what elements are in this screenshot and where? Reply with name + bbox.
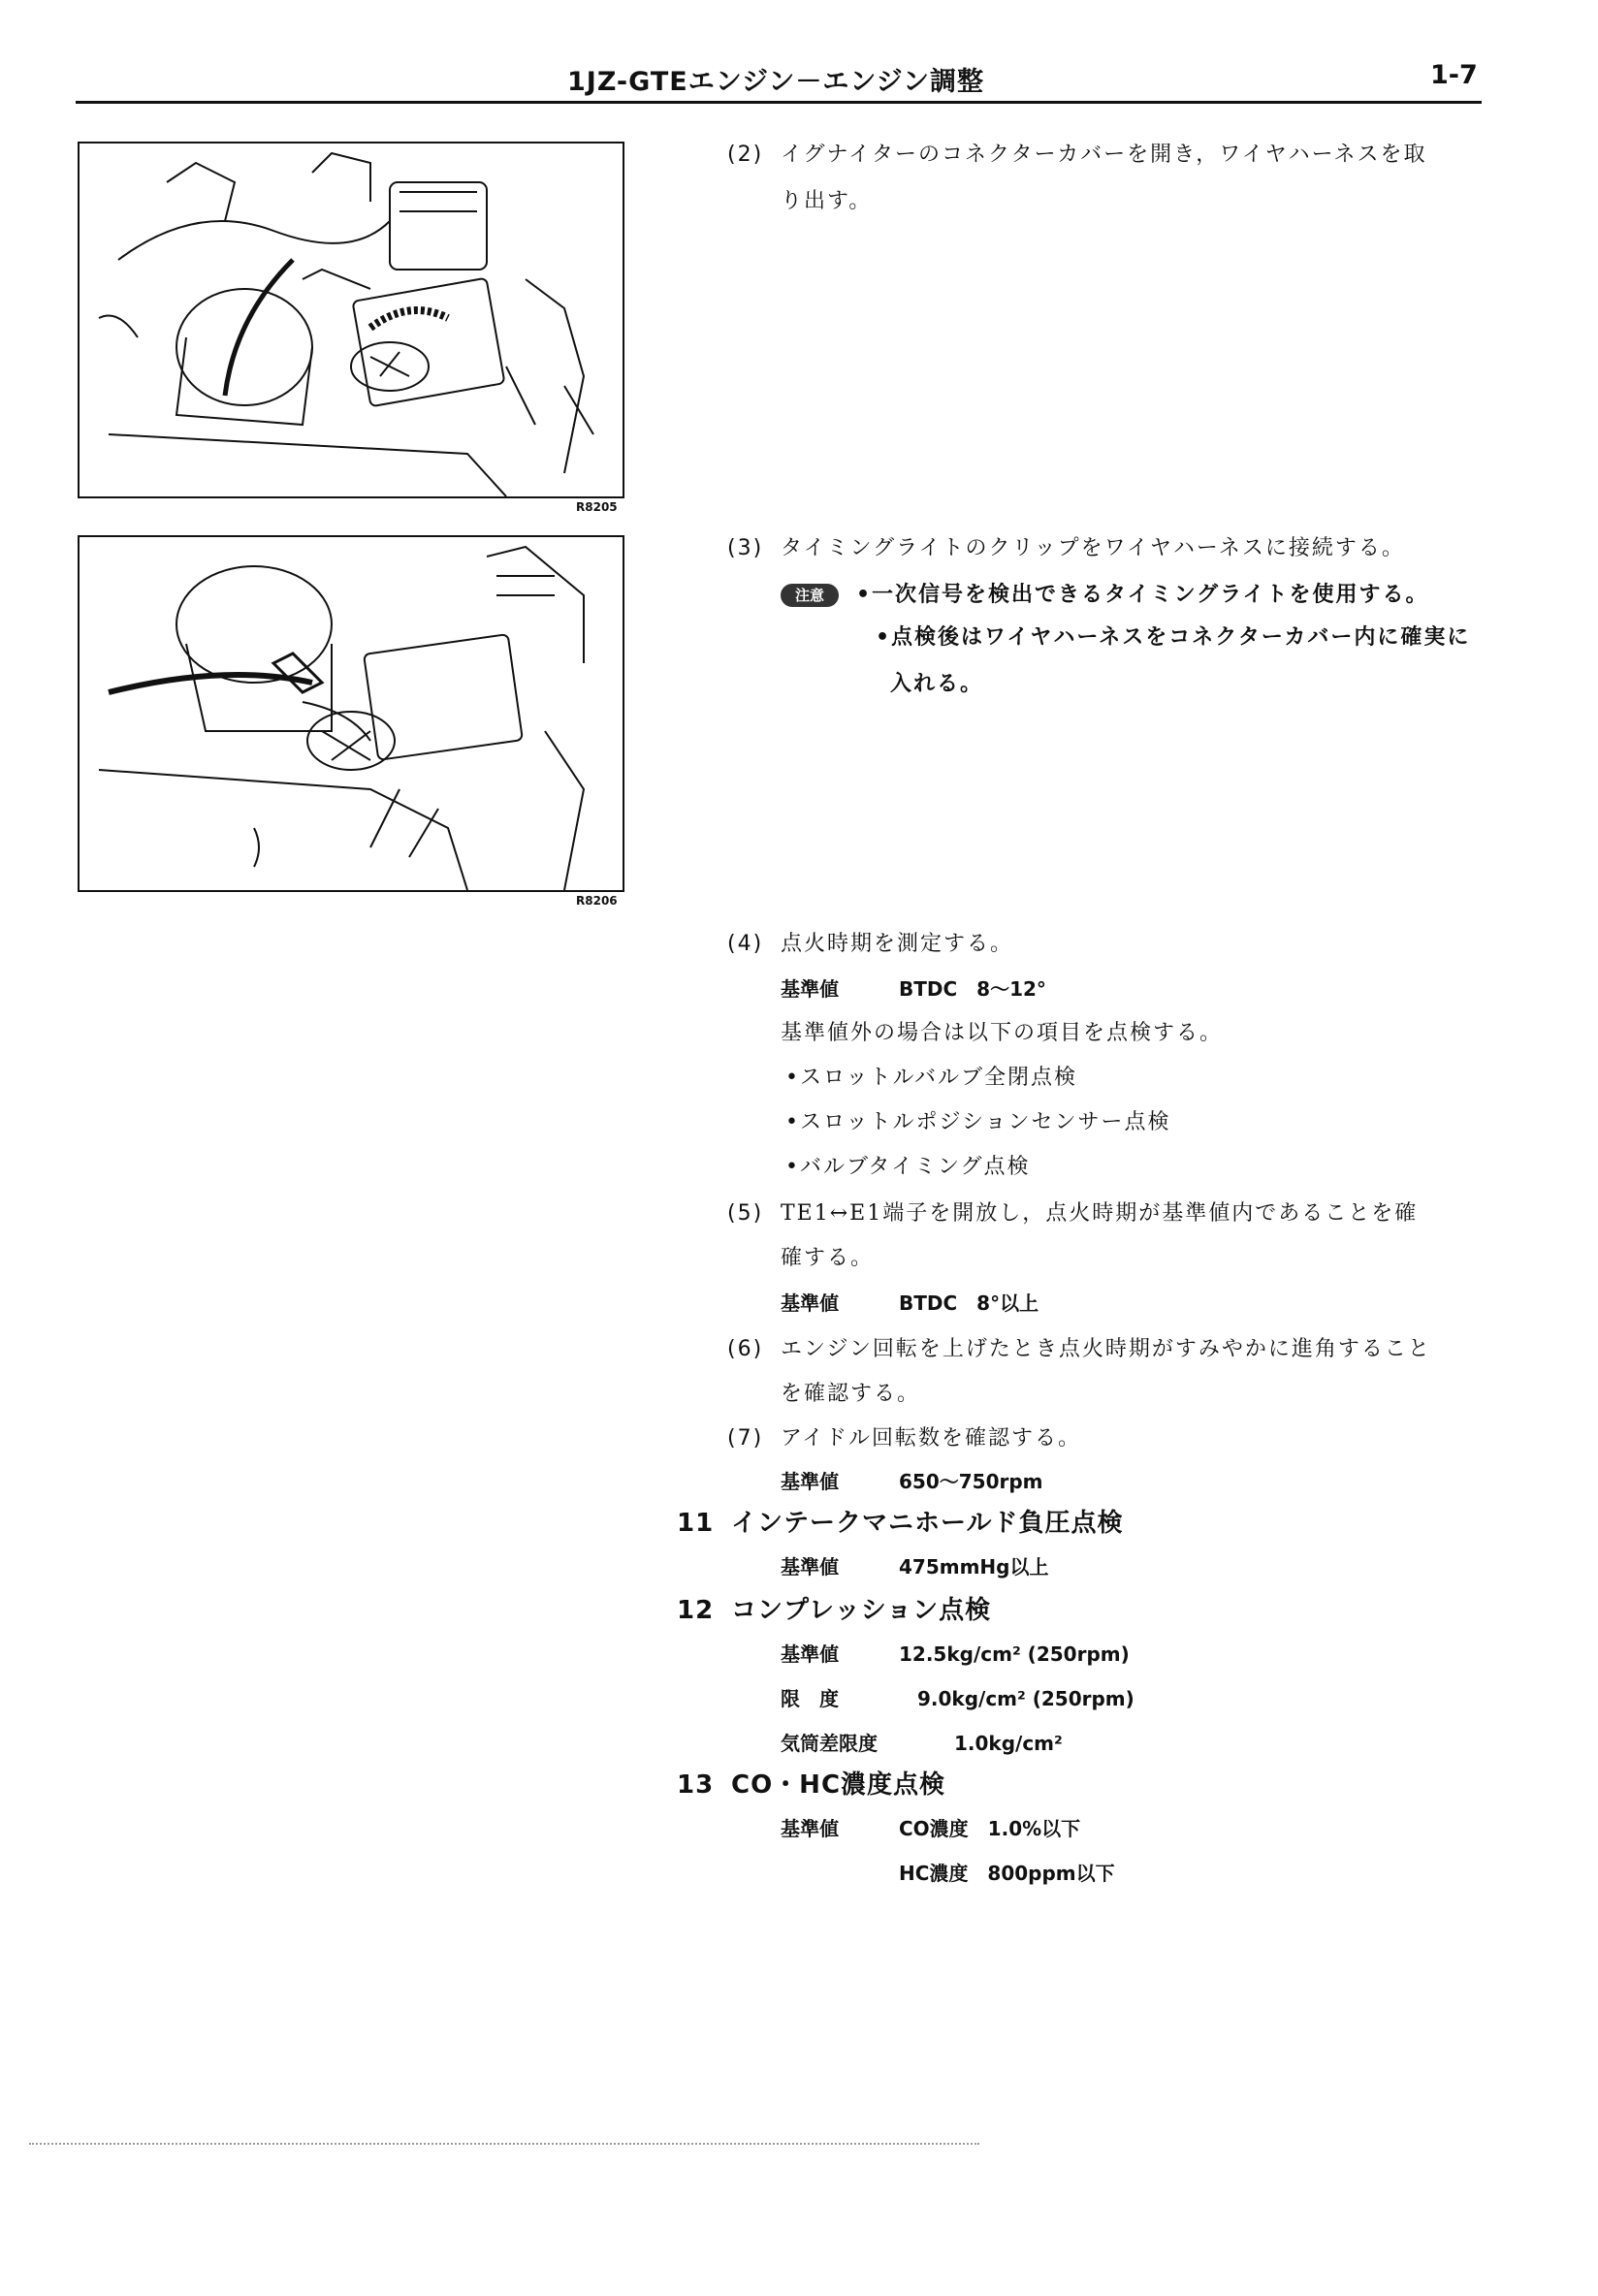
page-number: 1-7 — [1430, 60, 1478, 90]
step-3-line-1: (3) タイミングライトのクリップをワイヤハーネスに接続する。 — [727, 536, 1405, 560]
step-5-line-2: 確する。 — [781, 1246, 875, 1270]
page-title: 1JZ-GTEエンジン－エンジン調整 — [567, 67, 984, 97]
step-5-number: (5) — [727, 1201, 764, 1226]
step-4-bullet-1: •スロットルバルブ全閉点検 — [785, 1066, 1077, 1090]
step-5-line-1: (5) TE1↔E1端子を開放し，点火時期が基準値内であることを確 — [727, 1201, 1419, 1226]
step-6-line-1: (6) エンジン回転を上げたとき点火時期がすみやかに進角すること — [727, 1337, 1431, 1361]
section-11-heading: 11 インテークマニホールド負圧点検 — [677, 1509, 1124, 1538]
section-12-row-3: 気筒差限度 1.0kg/cm² — [781, 1732, 1063, 1755]
step-2-number: (2) — [727, 143, 764, 167]
step-3-note-2: •点検後はワイヤハーネスをコネクターカバー内に確実に — [876, 625, 1471, 650]
step-4-standard: 基準値 BTDC 8～12° — [781, 977, 1046, 1001]
header-rule — [76, 101, 1482, 104]
step-4-number: (4) — [727, 932, 764, 956]
step-3-note-1: 注意 •一次信号を検出できるタイミングライトを使用する。 — [781, 578, 1429, 608]
step-4-line-2: 基準値外の場合は以下の項目を点検する。 — [781, 1021, 1224, 1045]
section-12-row-2: 限 度 9.0kg/cm² (250rpm) — [781, 1687, 1135, 1710]
step-4-line-1: (4) 点火時期を測定する。 — [727, 932, 1014, 956]
step-7-number: (7) — [727, 1426, 764, 1451]
figure-ignitor — [78, 142, 624, 498]
footer-dotted-rule — [29, 2143, 979, 2145]
section-13-heading: 13 CO・HC濃度点検 — [677, 1770, 946, 1800]
figure-timing-light — [78, 535, 624, 892]
section-13-row-2: HC濃度 800ppm以下 — [899, 1862, 1115, 1885]
section-12-row-1: 基準値 12.5kg/cm² (250rpm) — [781, 1642, 1130, 1666]
step-4-bullet-2: •スロットルポジションセンサー点検 — [785, 1110, 1171, 1134]
section-13-row-1: 基準値 CO濃度 1.0%以下 — [781, 1817, 1081, 1840]
figure-code-2: R8206 — [576, 894, 618, 908]
step-4-bullet-3: •バルブタイミング点検 — [785, 1155, 1031, 1179]
step-7-standard: 基準値 650～750rpm — [781, 1470, 1043, 1493]
step-7-line-1: (7) アイドル回転数を確認する。 — [727, 1426, 1082, 1451]
step-6-line-2: を確認する。 — [781, 1382, 921, 1406]
step-3-number: (3) — [727, 536, 764, 560]
step-2-line-1: (2) イグナイターのコネクターカバーを開き，ワイヤハーネスを取 — [727, 143, 1427, 167]
step-6-number: (6) — [727, 1337, 764, 1361]
figure-code-1: R8205 — [576, 500, 618, 514]
step-3-note-3: 入れる。 — [890, 672, 984, 696]
ignitor-connector-illustration-icon — [80, 144, 623, 496]
step-5-standard: 基準値 BTDC 8°以上 — [781, 1292, 1039, 1315]
section-11-standard: 基準値 475mmHg以上 — [781, 1555, 1049, 1578]
timing-light-clip-illustration-icon — [80, 537, 623, 890]
caution-badge: 注意 — [781, 584, 839, 607]
section-12-heading: 12 コンプレッション点検 — [677, 1596, 992, 1625]
step-2-line-2: り出す。 — [781, 189, 873, 213]
